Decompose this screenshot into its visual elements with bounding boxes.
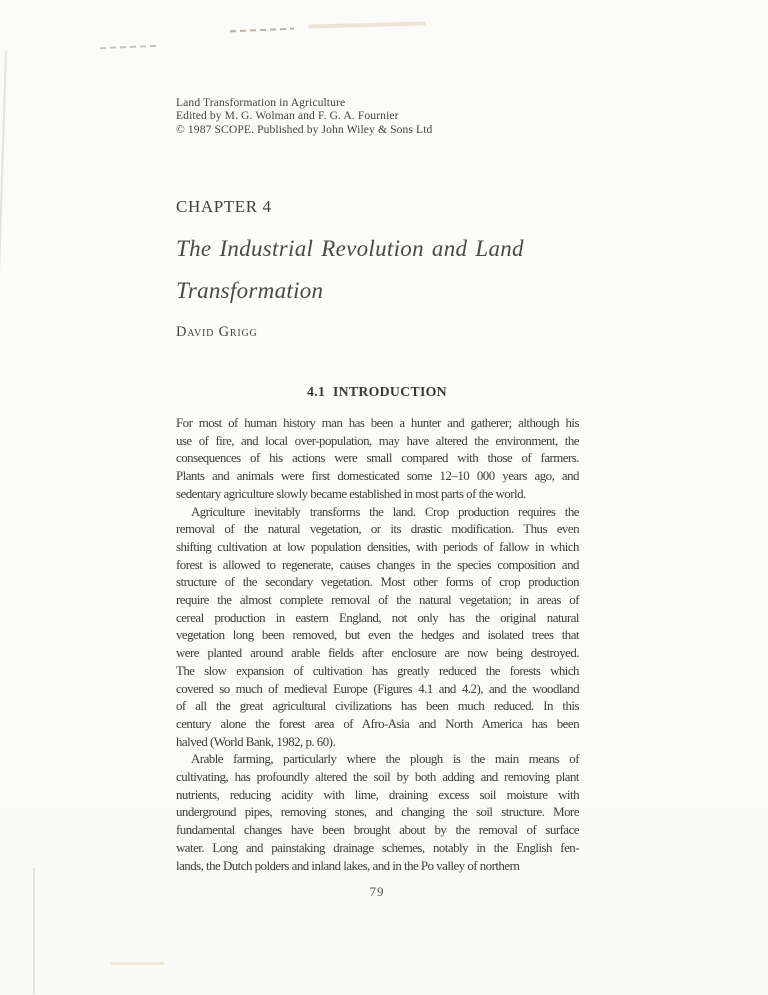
body-line: lands, the Dutch polders and inland lakes, and in the Po valley of northern (176, 858, 520, 873)
imprint-line: Land Transformation in Agriculture (176, 96, 346, 109)
body-line: covered so much of medieval Europe (Figures 4.1 and 4.2), and the woodland (176, 681, 579, 696)
chapter-title-line: Transformation (176, 278, 324, 303)
paragraph (176, 504, 579, 752)
body-line: removal of the natural vegetation, or its drastic modification. Thus even (176, 522, 579, 537)
scan-artifact-streak (308, 21, 426, 28)
chapter-title (176, 228, 524, 312)
body-line: were planted around arable fields after enclosure are now being destroyed. (176, 646, 579, 661)
author-name: David Grigg (176, 324, 258, 340)
body-line: The slow expansion of cultivation has greatly reduced the forests which (176, 663, 579, 678)
scan-artifact-dashes (100, 45, 158, 50)
body-line: forest is allowed to regenerate, causes changes in the species composition and (176, 557, 579, 572)
body-line: Plants and animals were first domesticated some 12–10 000 years ago, and (176, 469, 579, 484)
body-line: For most of human history man has been a hunter and gatherer; although his (176, 416, 579, 430)
paragraph (176, 751, 579, 875)
body-line: use of fire, and local over-population, may have altered the environment, the (176, 433, 579, 448)
page-number: 79 (369, 884, 385, 899)
body-line: halved (World Bank, 1982, p. 60). (176, 734, 336, 749)
body-line: underground pipes, removing stones, and changing the soil structure. More (176, 805, 579, 820)
imprint-line: © 1987 SCOPE. Published by John Wiley & Sons Ltd (176, 122, 433, 136)
body-line: consequences of his actions were small compared with those of farmers. (176, 451, 579, 466)
body-line: require the almost complete removal of the natural vegetation; in areas of (176, 593, 579, 608)
chapter-label: CHAPTER 4 (176, 197, 272, 216)
page-edge-line (0, 50, 7, 995)
body-line: Arable farming, particularly where the plough is the main means of (191, 752, 579, 767)
body-text (176, 415, 579, 875)
body-line: shifting cultivation at low population densities, with periods of fallow in which (176, 539, 579, 554)
body-line: water. Long and painstaking drainage schemes, notably in the English fen- (176, 840, 579, 855)
body-line: of all the great agricultural civilizations has been much reduced. In this (176, 699, 579, 714)
imprint-line: Edited by M. G. Wolman and F. G. A. Fournier (176, 109, 399, 123)
body-line: fundamental changes have been brought about by the removal of surface (176, 823, 579, 838)
paragraph (176, 415, 579, 504)
body-line: vegetation long been removed, but even the hedges and isolated trees that (176, 628, 579, 643)
scan-artifact-streak (110, 962, 164, 965)
section-heading: 4.1 INTRODUCTION (307, 384, 447, 399)
body-line: structure of the secondary vegetation. Most other forms of crop production (176, 575, 579, 590)
scan-artifact-dashes (230, 28, 294, 33)
body-line: sedentary agriculture slowly became established in most parts of the world. (176, 486, 526, 501)
imprint-block (176, 96, 432, 136)
body-line: Agriculture inevitably transforms the land. Crop production requires the (191, 504, 579, 519)
body-line: century alone the forest area of Afro-Asia and North America has been (176, 716, 579, 731)
body-line: cultivating, has profoundly altered the soil by both adding and removing plant (176, 770, 579, 785)
chapter-title-line: The Industrial Revolution and Land (176, 236, 524, 261)
body-line: cereal production in eastern England, not only has the original natural (176, 610, 579, 625)
body-line: nutrients, reducing acidity with lime, draining excess soil moisture with (176, 787, 579, 802)
page-edge-line-bottom (33, 868, 35, 994)
